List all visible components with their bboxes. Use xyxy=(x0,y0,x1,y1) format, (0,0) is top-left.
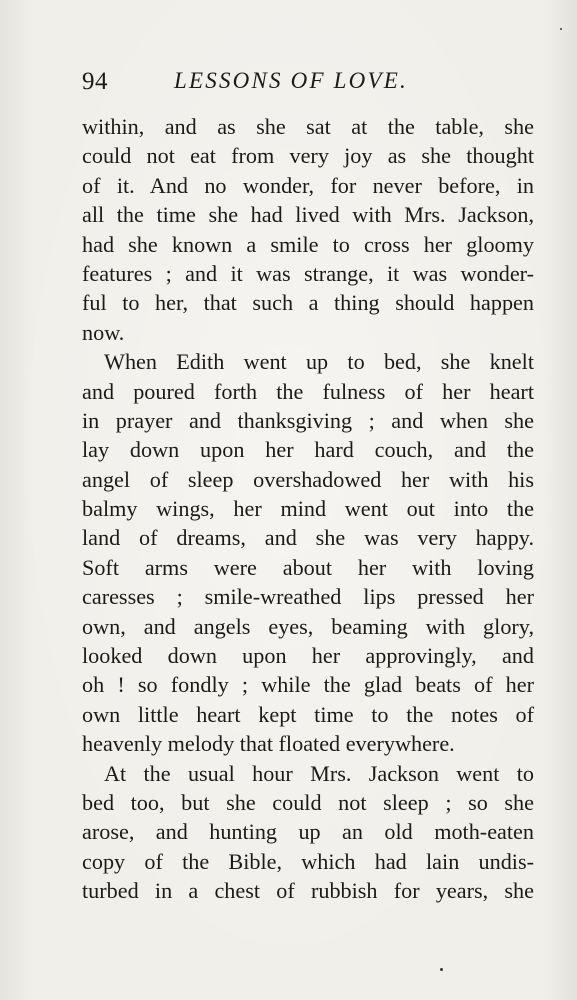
text-line: own, and angels eyes, beaming with glory, xyxy=(82,613,534,639)
text-line: had she known a smile to cross her gloomy xyxy=(82,231,534,257)
text-line: all the time she had lived with Mrs. Jackson, xyxy=(82,202,534,228)
text-line: and poured forth the fulness of her heart xyxy=(82,378,534,404)
paper-speck xyxy=(560,28,562,30)
text-line: turbed in a chest of rubbish for years, she xyxy=(82,878,534,904)
text-line: caresses ; smile-wreathed lips pressed her xyxy=(82,584,534,610)
text-line: features ; and it was strange, it was wonder- xyxy=(82,260,534,286)
text-line: in prayer and thanksgiving ; and when she xyxy=(82,407,534,433)
text-line: When Edith went up to bed, she knelt xyxy=(104,349,534,375)
text-line: looked down upon her approvingly, and xyxy=(82,643,534,669)
text-line: bed too, but she could not sleep ; so she xyxy=(82,789,534,815)
page-number: 94 xyxy=(82,68,108,95)
text-line: heavenly melody that floated everywhere. xyxy=(82,731,455,757)
text-line: balmy wings, her mind went out into the xyxy=(82,496,534,522)
running-head: LESSONS OF LOVE. xyxy=(174,68,408,93)
paper-speck xyxy=(440,968,443,971)
text-line: angel of sleep overshadowed her with his xyxy=(82,466,534,492)
text-line: lay down upon her hard couch, and the xyxy=(82,437,534,463)
text-line: ful to her, that such a thing should happen xyxy=(82,290,534,316)
page-header xyxy=(82,66,532,100)
text-line: own little heart kept time to the notes of xyxy=(82,701,534,727)
text-line: within, and as she sat at the table, she xyxy=(82,114,534,139)
text-line: oh ! so fondly ; while the glad beats of her xyxy=(82,672,534,698)
body-text xyxy=(82,112,534,906)
text-line: At the usual hour Mrs. Jackson went to xyxy=(104,760,534,786)
text-line: now. xyxy=(82,319,125,345)
text-line: land of dreams, and she was very happy. xyxy=(82,525,534,551)
text-line: of it. And no wonder, for never before, in xyxy=(82,172,534,198)
text-line: arose, and hunting up an old moth-eaten xyxy=(82,819,534,845)
text-line: could not eat from very joy as she thought xyxy=(82,143,534,169)
text-line: Soft arms were about her with loving xyxy=(82,554,534,580)
text-line: copy of the Bible, which had lain undis- xyxy=(82,848,534,874)
